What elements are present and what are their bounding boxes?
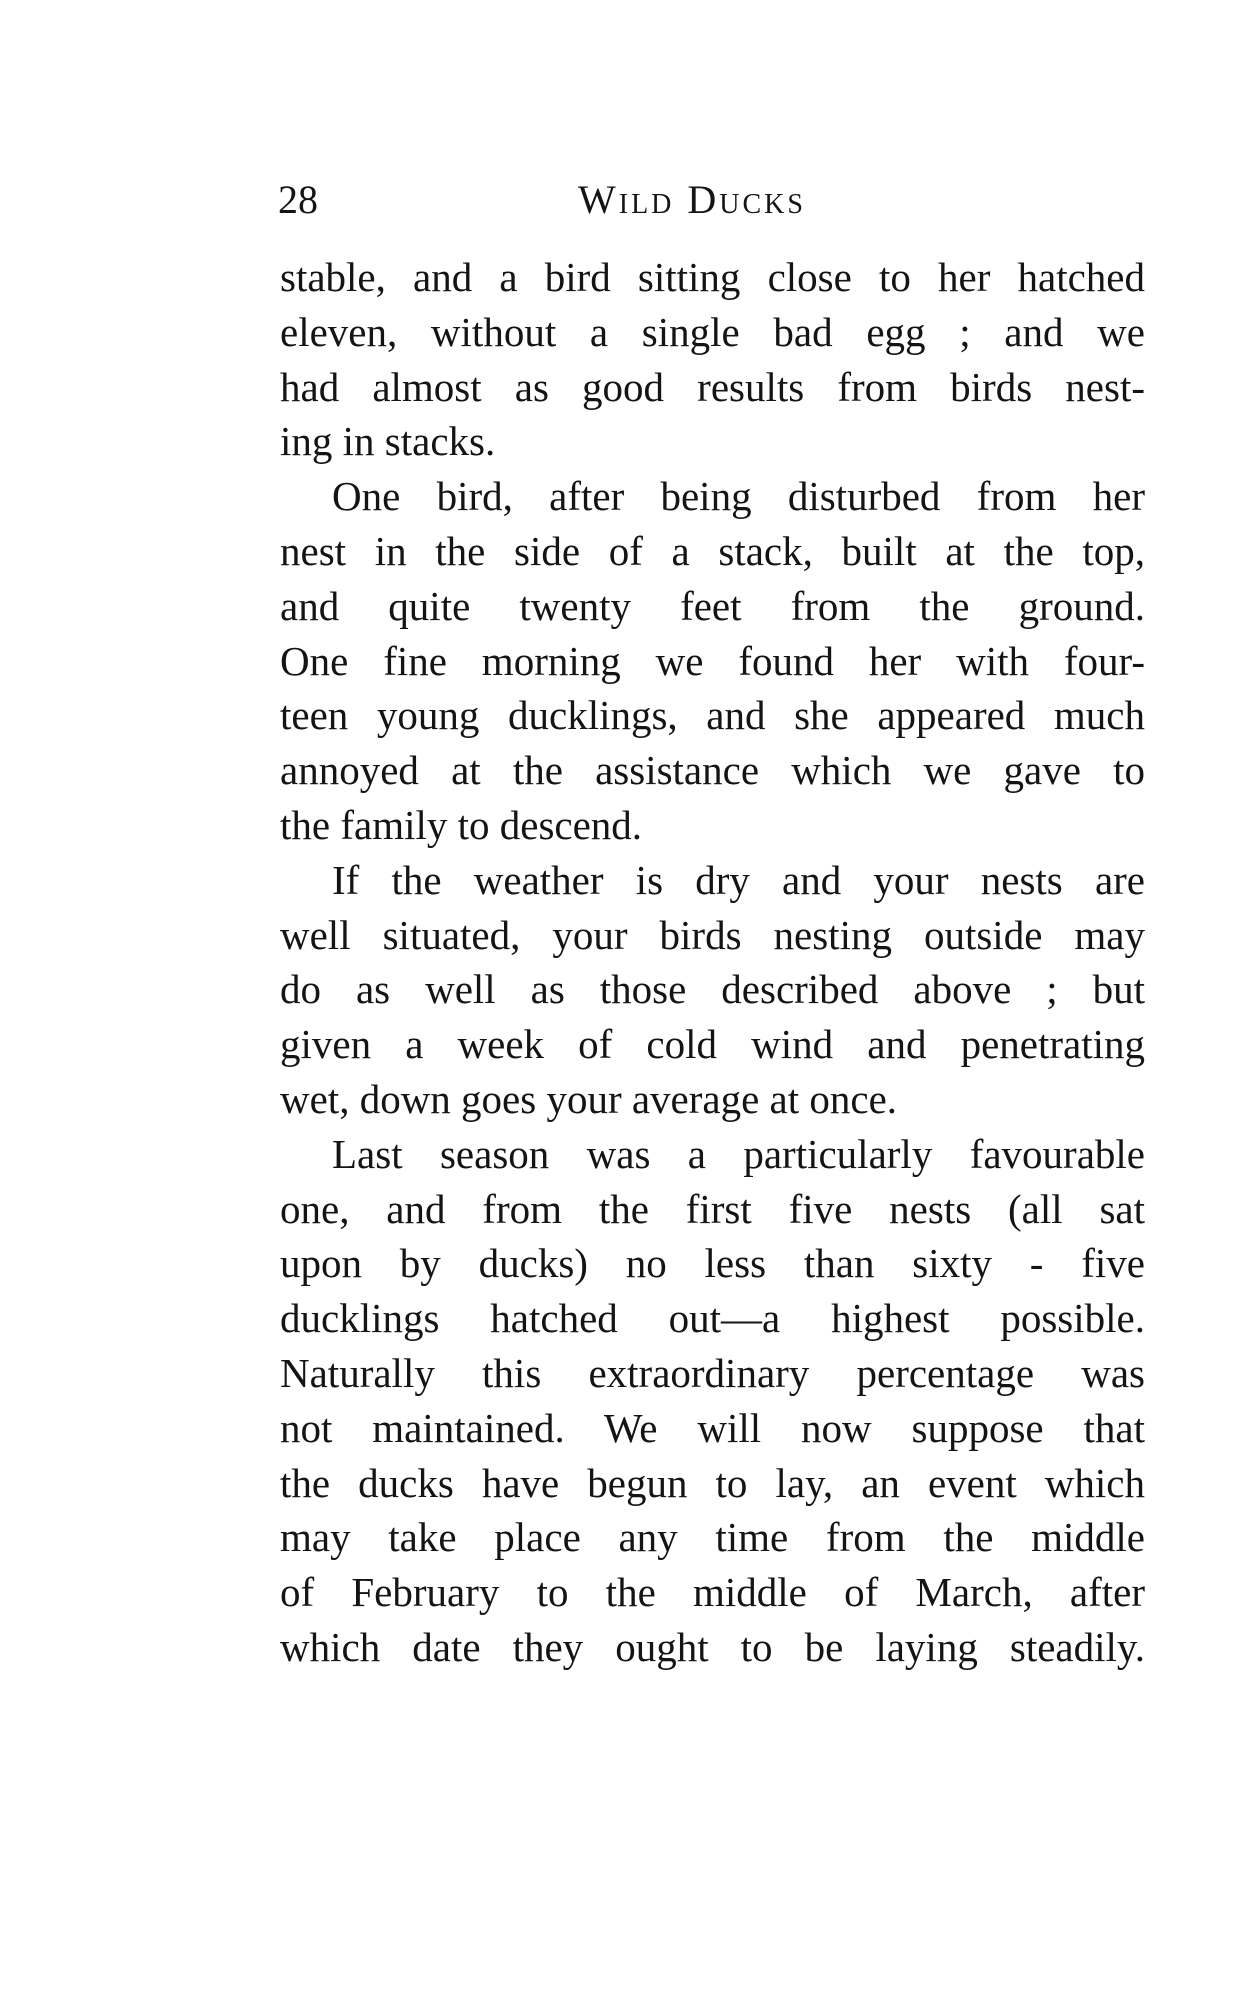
text-line: wet, down goes your average at once. (280, 1075, 898, 1122)
page-number: 28 (278, 177, 318, 222)
body-text (280, 250, 1145, 1675)
text-line: the ducks have begun to lay, an event which (280, 1459, 1145, 1506)
text-line: upon by ducks) no less than sixty - five (280, 1240, 1145, 1287)
text-line: well situated, your birds nesting outside may (280, 911, 1145, 958)
text-line: If the weather is dry and your nests are (332, 856, 1145, 903)
text-line: which date they ought to be laying steadily. (280, 1623, 1145, 1670)
text-line: One fine morning we found her with four- (280, 637, 1145, 684)
text-line: Naturally this extraordinary percentage was (280, 1349, 1145, 1396)
text-line: one, and from the first five nests (all sat (280, 1185, 1145, 1232)
text-line: not maintained. We will now suppose that (280, 1404, 1145, 1451)
text-line: of February to the middle of March, after (280, 1569, 1145, 1616)
text-line: and quite twenty feet from the ground. (280, 582, 1145, 629)
text-line: One bird, after being disturbed from her (332, 473, 1145, 520)
paragraph (280, 853, 1145, 1127)
text-line: nest in the side of a stack, built at the top, (280, 527, 1145, 574)
text-line: had almost as good results from birds nest- (280, 363, 1145, 410)
running-title: Wild Ducks (578, 177, 806, 222)
text-line: may take place any time from the middle (280, 1514, 1145, 1561)
text-line: given a week of cold wind and penetrating (280, 1021, 1145, 1068)
text-line: ing in stacks. (280, 418, 496, 465)
text-line: annoyed at the assistance which we gave to (280, 747, 1145, 794)
text-line: eleven, without a single bad egg ; and we (280, 308, 1145, 355)
text-line: ducklings hatched out—a highest possible. (280, 1295, 1145, 1342)
text-line: stable, and a bird sitting close to her hatched (280, 254, 1145, 300)
text-line: do as well as those described above ; but (280, 966, 1145, 1013)
paragraph (280, 1127, 1145, 1675)
text-line: the family to descend. (280, 801, 643, 848)
paragraph (280, 469, 1145, 853)
paragraph (280, 250, 1145, 469)
text-line: Last season was a particularly favourable (332, 1130, 1145, 1177)
text-line: teen young ducklings, and she appeared much (280, 692, 1145, 739)
